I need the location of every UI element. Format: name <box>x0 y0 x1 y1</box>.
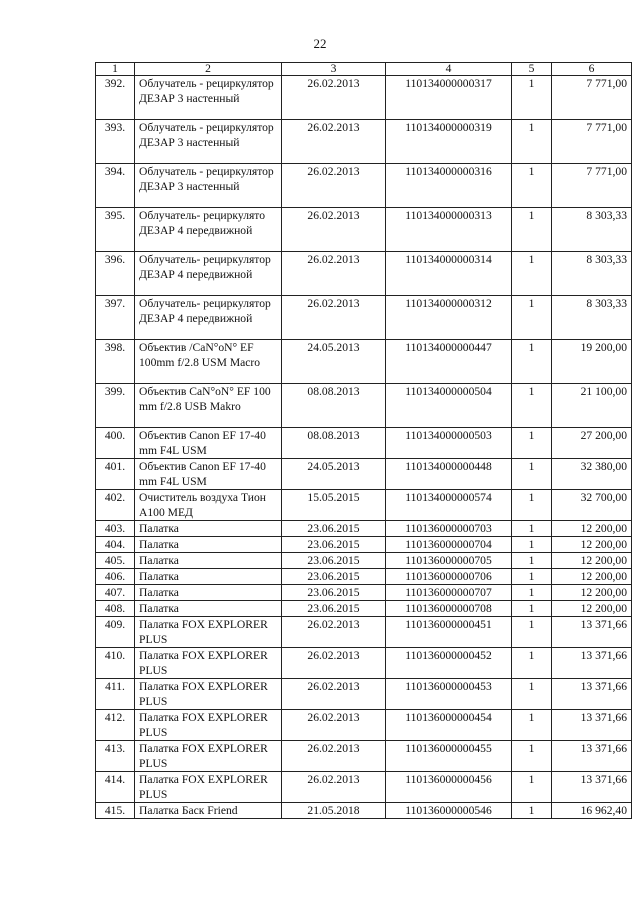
item-date: 21.05.2018 <box>282 803 386 819</box>
item-qty: 1 <box>512 601 552 617</box>
item-qty: 1 <box>512 164 552 208</box>
item-date: 26.02.2013 <box>282 710 386 741</box>
row-number: 407. <box>96 585 135 601</box>
item-qty: 1 <box>512 384 552 428</box>
item-price: 13 371,66 <box>552 772 632 803</box>
item-name: Палатка <box>135 569 282 585</box>
item-name: Объектив /CaN°oN° EF 100mm f/2.8 USM Macro <box>135 340 282 384</box>
item-name: Палатка Баск Friend <box>135 803 282 819</box>
item-date: 08.08.2013 <box>282 428 386 459</box>
item-code: 110134000000313 <box>386 208 512 252</box>
item-price: 27 200,00 <box>552 428 632 459</box>
item-price: 8 303,33 <box>552 208 632 252</box>
row-number: 412. <box>96 710 135 741</box>
item-qty: 1 <box>512 521 552 537</box>
item-date: 26.02.2013 <box>282 648 386 679</box>
table-row <box>96 428 632 459</box>
table-row <box>96 490 632 521</box>
item-date: 26.02.2013 <box>282 120 386 164</box>
item-name: Облучатель - рециркулятор ДЕЗАР 3 настенный <box>135 164 282 208</box>
table-row <box>96 296 632 340</box>
row-number: 393. <box>96 120 135 164</box>
row-number: 394. <box>96 164 135 208</box>
item-qty: 1 <box>512 553 552 569</box>
item-price: 12 200,00 <box>552 569 632 585</box>
row-number: 403. <box>96 521 135 537</box>
item-code: 110136000000453 <box>386 679 512 710</box>
item-code: 110136000000454 <box>386 710 512 741</box>
item-qty: 1 <box>512 537 552 553</box>
table-row <box>96 120 632 164</box>
item-price: 32 380,00 <box>552 459 632 490</box>
row-number: 408. <box>96 601 135 617</box>
item-name: Палатка <box>135 585 282 601</box>
item-date: 26.02.2013 <box>282 772 386 803</box>
item-code: 110134000000448 <box>386 459 512 490</box>
row-number: 404. <box>96 537 135 553</box>
item-date: 26.02.2013 <box>282 741 386 772</box>
item-date: 26.02.2013 <box>282 76 386 120</box>
table-row <box>96 648 632 679</box>
item-qty: 1 <box>512 120 552 164</box>
item-price: 7 771,00 <box>552 164 632 208</box>
item-price: 13 371,66 <box>552 679 632 710</box>
table-row <box>96 617 632 648</box>
item-price: 12 200,00 <box>552 537 632 553</box>
item-qty: 1 <box>512 569 552 585</box>
row-number: 414. <box>96 772 135 803</box>
item-price: 12 200,00 <box>552 553 632 569</box>
item-code: 110136000000456 <box>386 772 512 803</box>
item-qty: 1 <box>512 803 552 819</box>
table-row <box>96 772 632 803</box>
table-row <box>96 569 632 585</box>
row-number: 399. <box>96 384 135 428</box>
item-price: 12 200,00 <box>552 521 632 537</box>
item-name: Облучатель - рециркулятор ДЕЗАР 3 настенный <box>135 120 282 164</box>
item-code: 110134000000316 <box>386 164 512 208</box>
item-qty: 1 <box>512 428 552 459</box>
item-name: Объектив Canon EF 17-40 mm F4L USM <box>135 428 282 459</box>
item-qty: 1 <box>512 772 552 803</box>
item-qty: 1 <box>512 648 552 679</box>
column-header: 2 <box>135 63 282 76</box>
column-header: 6 <box>552 63 632 76</box>
row-number: 405. <box>96 553 135 569</box>
item-code: 110134000000317 <box>386 76 512 120</box>
page-number: 22 <box>313 36 327 51</box>
item-code: 110134000000503 <box>386 428 512 459</box>
item-qty: 1 <box>512 617 552 648</box>
item-price: 13 371,66 <box>552 648 632 679</box>
item-date: 26.02.2013 <box>282 296 386 340</box>
table-row <box>96 537 632 553</box>
item-date: 24.05.2013 <box>282 340 386 384</box>
table-row <box>96 384 632 428</box>
item-name: Палатка FOX EXPLORER PLUS <box>135 741 282 772</box>
row-number: 406. <box>96 569 135 585</box>
item-name: Палатка <box>135 553 282 569</box>
item-code: 110134000000504 <box>386 384 512 428</box>
row-number: 392. <box>96 76 135 120</box>
column-header: 1 <box>96 63 135 76</box>
item-code: 110136000000546 <box>386 803 512 819</box>
item-date: 23.06.2015 <box>282 585 386 601</box>
item-name: Палатка FOX EXPLORER PLUS <box>135 648 282 679</box>
row-number: 397. <box>96 296 135 340</box>
item-name: Объектив Canon EF 17-40 mm F4L USM <box>135 459 282 490</box>
item-price: 32 700,00 <box>552 490 632 521</box>
item-qty: 1 <box>512 490 552 521</box>
item-qty: 1 <box>512 710 552 741</box>
row-number: 410. <box>96 648 135 679</box>
item-code: 110134000000314 <box>386 252 512 296</box>
row-number: 398. <box>96 340 135 384</box>
item-qty: 1 <box>512 296 552 340</box>
table-row <box>96 803 632 819</box>
item-code: 110134000000574 <box>386 490 512 521</box>
item-name: Очиститель воздуха Тион А100 МЕД <box>135 490 282 521</box>
item-price: 13 371,66 <box>552 617 632 648</box>
item-code: 110136000000706 <box>386 569 512 585</box>
item-code: 110136000000703 <box>386 521 512 537</box>
item-price: 19 200,00 <box>552 340 632 384</box>
table-header-row <box>96 63 632 76</box>
item-code: 110136000000705 <box>386 553 512 569</box>
column-header: 3 <box>282 63 386 76</box>
item-price: 8 303,33 <box>552 252 632 296</box>
row-number: 415. <box>96 803 135 819</box>
item-name: Палатка FOX EXPLORER PLUS <box>135 772 282 803</box>
item-code: 110136000000704 <box>386 537 512 553</box>
item-name: Облучатель - рециркулятор ДЕЗАР 3 настенный <box>135 76 282 120</box>
item-price: 16 962,40 <box>552 803 632 819</box>
table-row <box>96 340 632 384</box>
item-date: 15.05.2015 <box>282 490 386 521</box>
item-date: 23.06.2015 <box>282 521 386 537</box>
item-date: 23.06.2015 <box>282 569 386 585</box>
item-price: 12 200,00 <box>552 601 632 617</box>
row-number: 396. <box>96 252 135 296</box>
row-number: 395. <box>96 208 135 252</box>
item-name: Палатка <box>135 601 282 617</box>
item-qty: 1 <box>512 76 552 120</box>
column-header: 5 <box>512 63 552 76</box>
table-row <box>96 585 632 601</box>
item-qty: 1 <box>512 585 552 601</box>
item-name: Палатка FOX EXPLORER PLUS <box>135 679 282 710</box>
item-price: 8 303,33 <box>552 296 632 340</box>
item-name: Палатка FOX EXPLORER PLUS <box>135 617 282 648</box>
table-row <box>96 252 632 296</box>
item-code: 110134000000312 <box>386 296 512 340</box>
item-code: 110136000000451 <box>386 617 512 648</box>
row-number: 401. <box>96 459 135 490</box>
item-date: 26.02.2013 <box>282 164 386 208</box>
item-code: 110136000000707 <box>386 585 512 601</box>
item-name: Палатка <box>135 521 282 537</box>
row-number: 409. <box>96 617 135 648</box>
item-price: 7 771,00 <box>552 120 632 164</box>
table-row <box>96 553 632 569</box>
item-date: 23.06.2015 <box>282 537 386 553</box>
item-qty: 1 <box>512 208 552 252</box>
item-code: 110136000000452 <box>386 648 512 679</box>
item-name: Облучатель- рециркулято ДЕЗАР 4 передвижной <box>135 208 282 252</box>
item-qty: 1 <box>512 459 552 490</box>
item-price: 7 771,00 <box>552 76 632 120</box>
item-price: 12 200,00 <box>552 585 632 601</box>
item-code: 110134000000447 <box>386 340 512 384</box>
item-qty: 1 <box>512 340 552 384</box>
row-number: 411. <box>96 679 135 710</box>
item-name: Палатка <box>135 537 282 553</box>
table-row <box>96 76 632 120</box>
table-row <box>96 710 632 741</box>
column-header: 4 <box>386 63 512 76</box>
item-date: 23.06.2015 <box>282 553 386 569</box>
item-name: Облучатель- рециркулятор ДЕЗАР 4 передвижной <box>135 252 282 296</box>
item-qty: 1 <box>512 741 552 772</box>
item-date: 26.02.2013 <box>282 252 386 296</box>
row-number: 400. <box>96 428 135 459</box>
item-date: 08.08.2013 <box>282 384 386 428</box>
item-code: 110136000000455 <box>386 741 512 772</box>
item-price: 13 371,66 <box>552 741 632 772</box>
table-row <box>96 459 632 490</box>
table-row <box>96 601 632 617</box>
inventory-table <box>95 62 632 819</box>
item-price: 13 371,66 <box>552 710 632 741</box>
row-number: 402. <box>96 490 135 521</box>
table-row <box>96 679 632 710</box>
table-row <box>96 521 632 537</box>
row-number: 413. <box>96 741 135 772</box>
table-row <box>96 164 632 208</box>
item-name: Облучатель- рециркулятор ДЕЗАР 4 передвижной <box>135 296 282 340</box>
item-name: Объектив CaN°oN° EF 100 mm f/2.8 USB Makro <box>135 384 282 428</box>
item-date: 26.02.2013 <box>282 679 386 710</box>
item-date: 23.06.2015 <box>282 601 386 617</box>
item-date: 26.02.2013 <box>282 617 386 648</box>
item-date: 24.05.2013 <box>282 459 386 490</box>
item-name: Палатка FOX EXPLORER PLUS <box>135 710 282 741</box>
item-qty: 1 <box>512 252 552 296</box>
item-date: 26.02.2013 <box>282 208 386 252</box>
item-code: 110134000000319 <box>386 120 512 164</box>
item-code: 110136000000708 <box>386 601 512 617</box>
item-qty: 1 <box>512 679 552 710</box>
table-row <box>96 208 632 252</box>
item-price: 21 100,00 <box>552 384 632 428</box>
table-row <box>96 741 632 772</box>
